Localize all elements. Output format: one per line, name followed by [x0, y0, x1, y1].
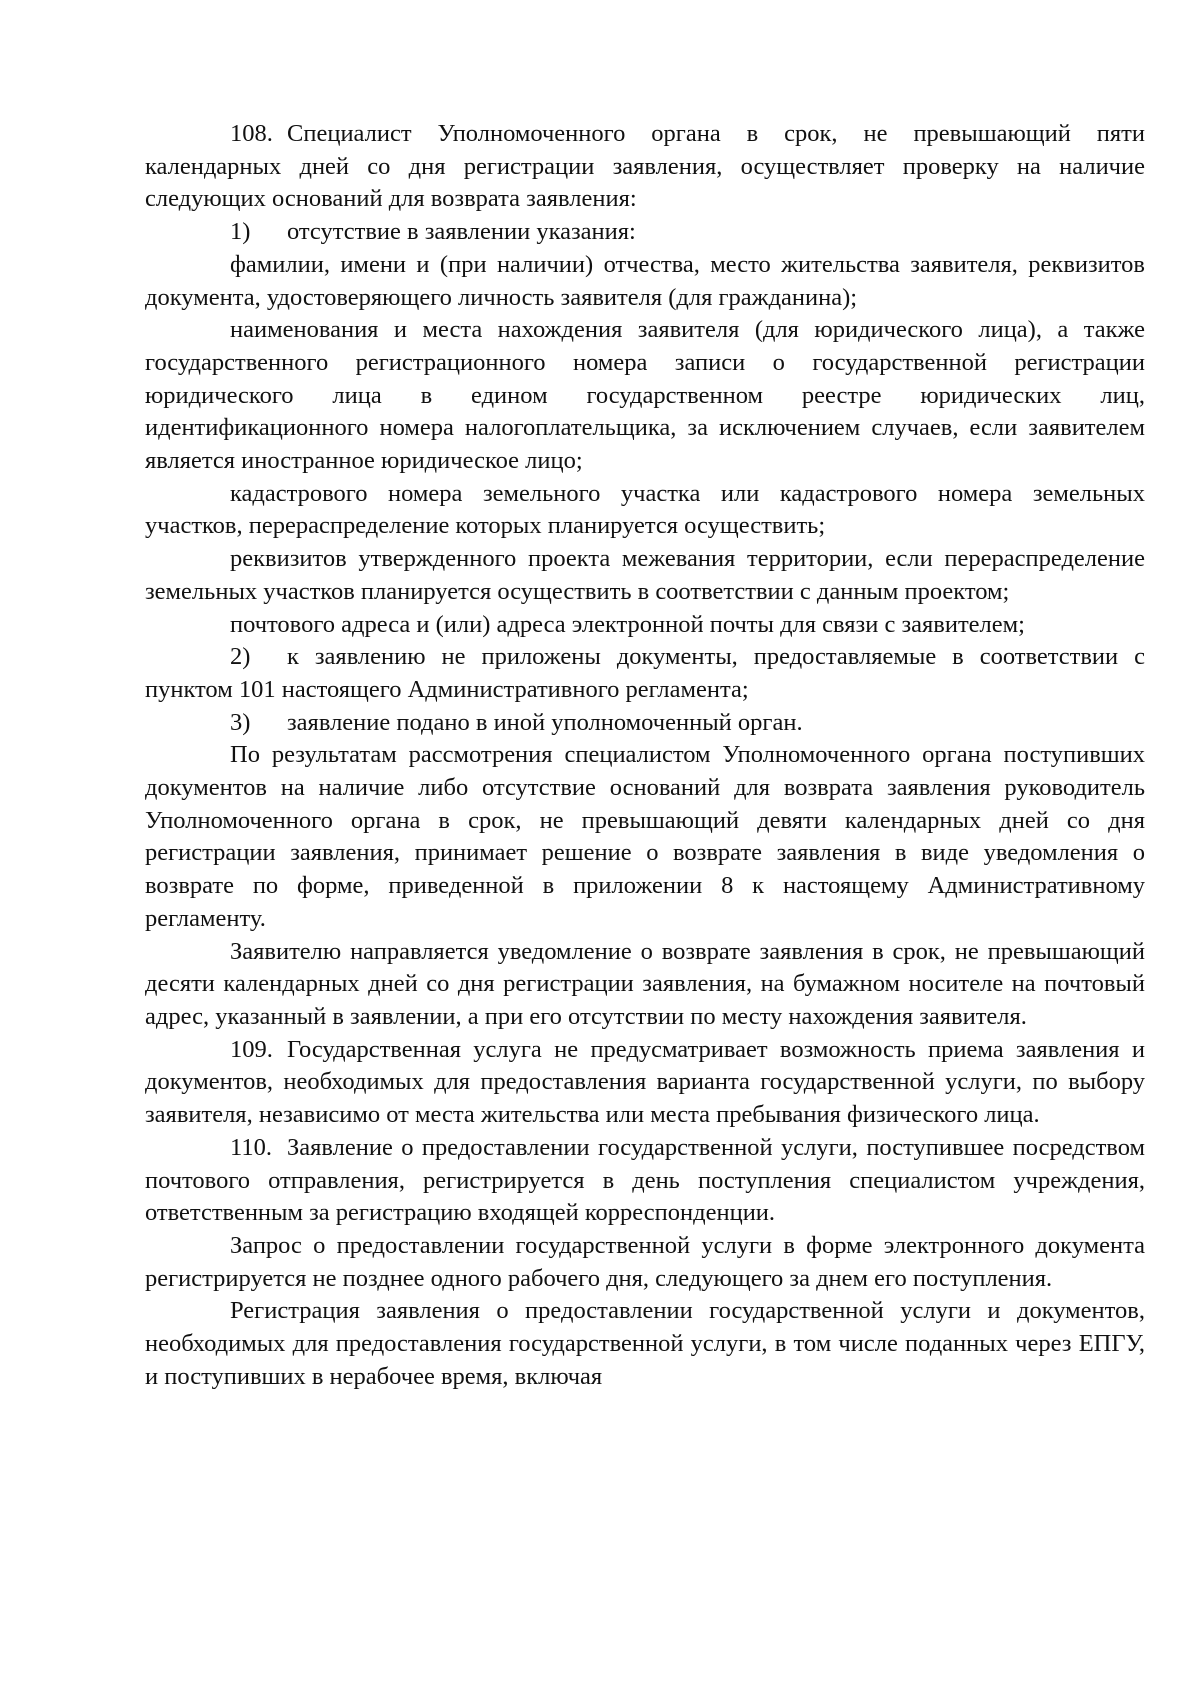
item-number: 108.: [230, 120, 273, 147]
paragraph-text: кадастрового номера земельного участка или кадастрового номера земельных участков, перераспределение которых планируется осуществить;: [145, 479, 1145, 540]
document-body: [145, 118, 1145, 1393]
paragraph-notification: [145, 936, 1145, 1034]
paragraph-review-results: [145, 739, 1145, 935]
item-number: 1): [230, 218, 251, 246]
paragraph-text: фамилии, имени и (при наличии) отчества, место жительства заявителя, реквизитов документа, удостоверяющего личность заявителя (для гражданина);: [145, 250, 1145, 311]
paragraph-108: [145, 118, 1145, 216]
item-number: 3): [230, 708, 251, 736]
paragraph-text: По результатам рассмотрения специалистом Уполномоченного органа поступивших документов на наличие либо отсутствие оснований для возврата заявления руководитель Уполномоченного органа в срок, не превышающий девяти календарных дней со дня регистрации заявления, принимает решение о возврате заявления в виде уведомления о возврате по форме, приведенной в приложении 8 к настоящему Административному регламенту.: [145, 741, 1145, 932]
paragraph-text: Специалист Уполномоченного органа в срок, не превышающий пяти календарных дней со дня регистрации заявления, осуществляет проверку на наличие следующих оснований для возврата заявления:: [145, 120, 1145, 213]
paragraph-text: наименования и места нахождения заявителя (для юридического лица), а также государственного регистрационного номера записи о государственной регистрации юридического лица в едином государственном реестре юридических лиц, идентификационного номера налогоплательщика, за исключением случаев, если заявителем является иностранное юридическое лицо;: [145, 316, 1145, 475]
item-number: 110.: [230, 1133, 272, 1161]
paragraph-text: реквизитов утвержденного проекта межевания территории, если перераспределение земельных участков планируется осуществить в соответствии с данным проектом;: [145, 545, 1145, 605]
paragraph-110: [145, 1132, 1145, 1230]
paragraph-text: Заявление о предоставлении государственной услуги, поступившее посредством почтового отправления, регистрируется в день поступления специалистом учреждения, ответственным за регистрацию входящей корреспонденции.: [145, 1133, 1145, 1227]
list-item-2: [145, 641, 1145, 706]
paragraph-text: Заявителю направляется уведомление о возврате заявления в срок, не превышающий десяти календарных дней со дня регистрации заявления, на бумажном носителе на почтовый адрес, указанный в заявлении, а при его отсутствии по месту нахождения заявителя.: [145, 937, 1145, 1030]
paragraph-text: Регистрация заявления о предоставлении государственной услуги и документов, необходимых для предоставления государственной услуги, в том числе поданных через ЕПГУ, и поступивших в нерабочее время, включая: [145, 1297, 1145, 1390]
paragraph-109: [145, 1034, 1145, 1132]
sub-item-survey-project: [145, 543, 1145, 608]
sub-item-address: [145, 609, 1145, 642]
paragraph-text: к заявлению не приложены документы, предоставляемые в соответствии с пунктом 101 настоящего Административного регламента;: [145, 643, 1145, 703]
paragraph-registration: [145, 1295, 1145, 1393]
list-item-3: [145, 707, 1145, 740]
sub-item-legal-entity: [145, 314, 1145, 478]
paragraph-text: Запрос о предоставлении государственной услуги в форме электронного документа регистрируется не позднее одного рабочего дня, следующего за днем его поступления.: [145, 1231, 1145, 1292]
item-number: 2): [230, 643, 251, 671]
sub-item-fio: [145, 249, 1145, 314]
paragraph-text: заявление подано в иной уполномоченный орган.: [287, 708, 803, 736]
sub-item-cadastral: [145, 478, 1145, 543]
paragraph-electronic-request: [145, 1230, 1145, 1295]
item-number: 109.: [230, 1035, 273, 1063]
paragraph-text: Государственная услуга не предусматривает возможность приема заявления и документов, необходимых для предоставления варианта государственной услуги, по выбору заявителя, независимо от места жительства или места пребывания физического лица.: [145, 1035, 1145, 1129]
paragraph-text: почтового адреса и (или) адреса электронной почты для связи с заявителем;: [230, 610, 1025, 638]
paragraph-text: отсутствие в заявлении указания:: [287, 218, 636, 246]
list-item-1: [145, 216, 1145, 249]
